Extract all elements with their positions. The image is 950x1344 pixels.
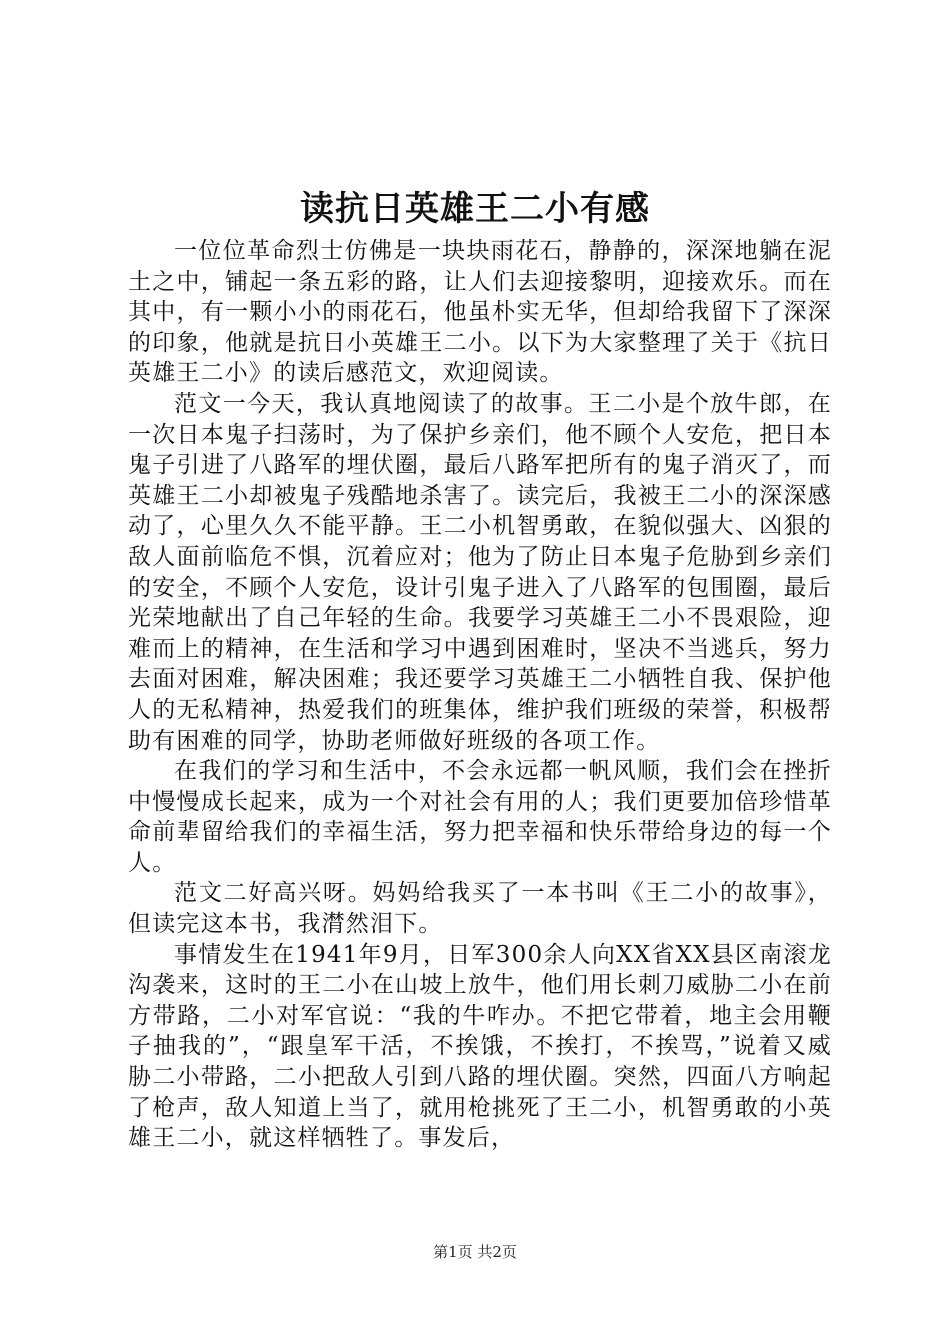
paragraph-sample-two: 范文二好高兴呀。妈妈给我买了一本书叫《王二小的故事》，但读完这本书，我潸然泪下。 <box>128 880 832 938</box>
paragraph-intro: 一位位革命烈士仿佛是一块块雨花石，静静的，深深地躺在泥土之中，铺起一条五彩的路，让人们去迎接黎明，迎接欢乐。而在其中，有一颗小小的雨花石，他虽朴实无华，但却给我留下了深深的印象，他就是抗日小英雄王二小。以下为大家整理了关于《抗日英雄王二小》的读后感范文，欢迎阅读。 <box>128 238 832 387</box>
page-title: 读抗日英雄王二小有感 <box>300 189 650 229</box>
paragraph-story: 事情发生在1941年9月，日军300余人向XX省XX县区南滚龙沟袭来，这时的王二小在山坡上放牛，他们用长刺刀威胁二小在前方带路，二小对军官说：“我的牛咋办。不把它带着，地主会用鞭子抽我的”，“跟皇军干活，不挨饿，不挨打，不挨骂，”说着又威胁二小带路，二小把敌人引到八路的埋伏圈。突然，四面八方响起了枪声，敌人知道上当了，就用枪挑死了王二小，机智勇敢的小英雄王二小，就这样牺牲了。事发后， <box>128 941 832 1152</box>
paragraph-sample-one: 范文一今天，我认真地阅读了的故事。王二小是个放牛郎，在一次日本鬼子扫荡时，为了保护乡亲们，他不顾个人安危，把日本鬼子引进了八路军的埋伏圈，最后八路军把所有的鬼子消灭了，而英雄王二小却被鬼子残酷地杀害了。读完后，我被王二小的深深感动了，心里久久不能平静。王二小机智勇敢，在貌似强大、凶狠的敌人面前临危不惧，沉着应对；他为了防止日本鬼子危胁到乡亲们的安全，不顾个人安危，设计引鬼子进入了八路军的包围圈，最后光荣地献出了自己年轻的生命。我要学习英雄王二小不畏艰险，迎难而上的精神，在生活和学习中遇到困难时，坚决不当逃兵，努力去面对困难，解决困难；我还要学习英雄王二小牺牲自我、保护他人的无私精神，热爱我们的班集体，维护我们班级的荣誉，积极帮助有困难的同学，协助老师做好班级的各项工作。 <box>128 390 832 754</box>
paragraph-reflection: 在我们的学习和生活中，不会永远都一帆风顺，我们会在挫折中慢慢成长起来，成为一个对社会有用的人；我们更要加倍珍惜革命前辈留给我们的幸福生活，努力把幸福和快乐带给身边的每一个人。 <box>128 758 832 876</box>
page-footer: 第1页 共2页 <box>433 1243 517 1261</box>
document-body <box>128 236 832 1154</box>
